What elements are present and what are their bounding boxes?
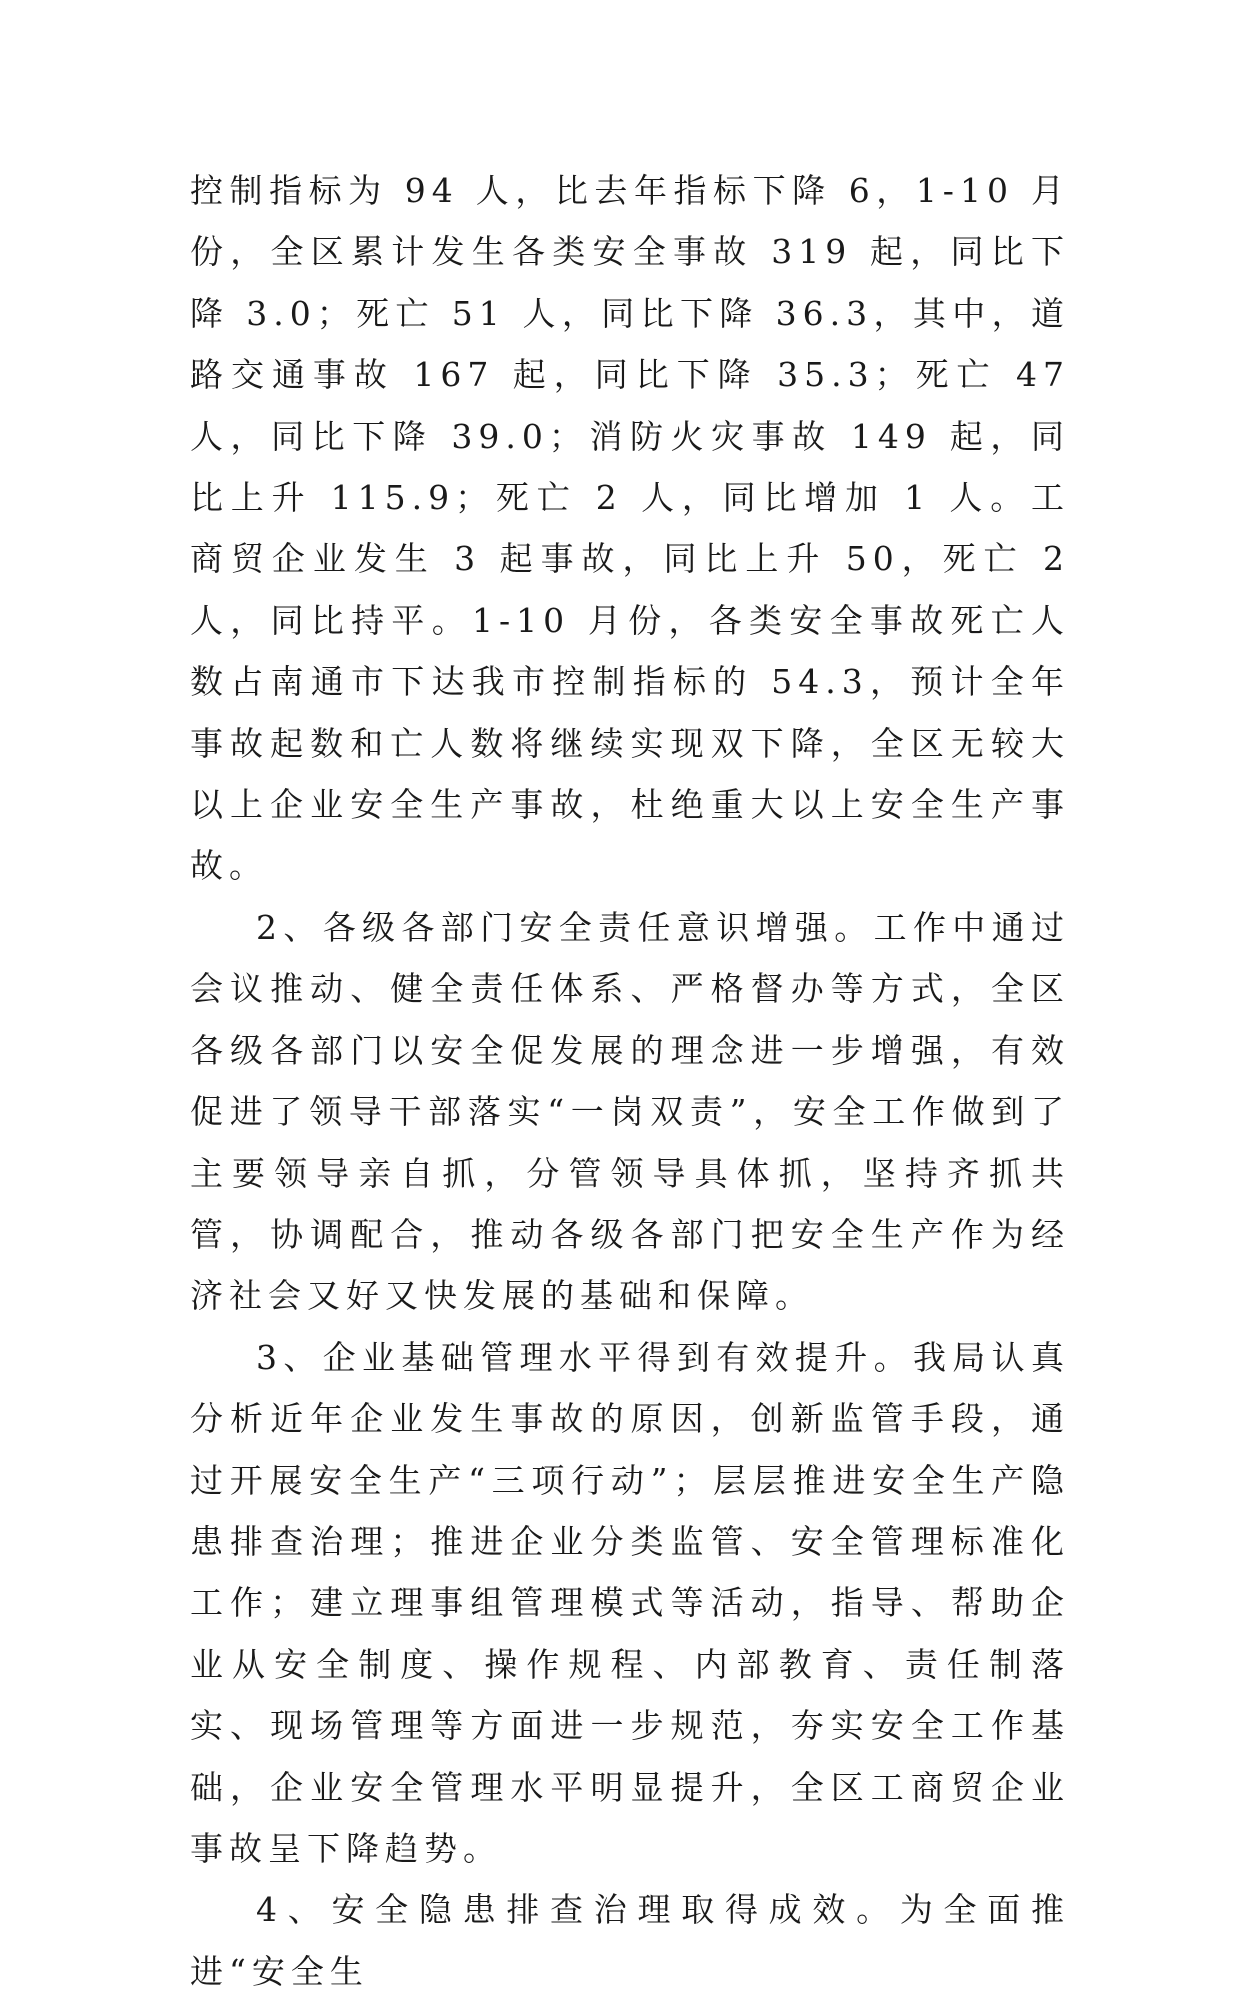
document-body <box>190 160 1070 2002</box>
paragraph-item-2: 2、各级各部门安全责任意识增强。工作中通过会议推动、健全责任体系、严格督办等方式，全区各级各部门以安全促发展的理念进一步增强，有效促进了领导干部落实“一岗双责”，安全工作做到了主要领导亲自抓，分管领导具体抓，坚持齐抓共管，协调配合，推动各级各部门把安全生产作为经济社会又好又快发展的基础和保障。 <box>190 907 1070 1316</box>
paragraph-continuation: 控制指标为 94 人，比去年指标下降 6，1-10 月份，全区累计发生各类安全事故 319 起，同比下降 3.0；死亡 51 人，同比下降 36.3，其中，道路交通事故 167 起，同比下降 35.3；死亡 47 人，同比下降 39.0；消防火灾事故 149 起，同比上升 115.9；死亡 2 人，同比增加 1 人。工商贸企业发生 3 起事故，同比上升 50，死亡 2 人，同比持平。1-10 月份，各类安全事故死亡人数占南通市下达我市控制指标的 54.3，预计全年事故起数和亡人数将继续实现双下降，全区无较大以上企业安全生产事故，杜绝重大以上安全生产事故。 <box>190 171 1070 886</box>
paragraph-item-4: 4、安全隐患排查治理取得成效。为全面推进“安全生 <box>190 1890 1070 1991</box>
paragraph-item-3: 3、企业基础管理水平得到有效提升。我局认真分析近年企业发生事故的原因，创新监管手段，通过开展安全生产“三项行动”；层层推进安全生产隐患排查治理；推进企业分类监管、安全管理标准化工作；建立理事组管理模式等活动，指导、帮助企业从安全制度、操作规程、内部教育、责任制落实、现场管理等方面进一步规范，夯实安全工作基础，企业安全管理水平明显提升，全区工商贸企业事故呈下降趋势。 <box>190 1337 1070 1868</box>
